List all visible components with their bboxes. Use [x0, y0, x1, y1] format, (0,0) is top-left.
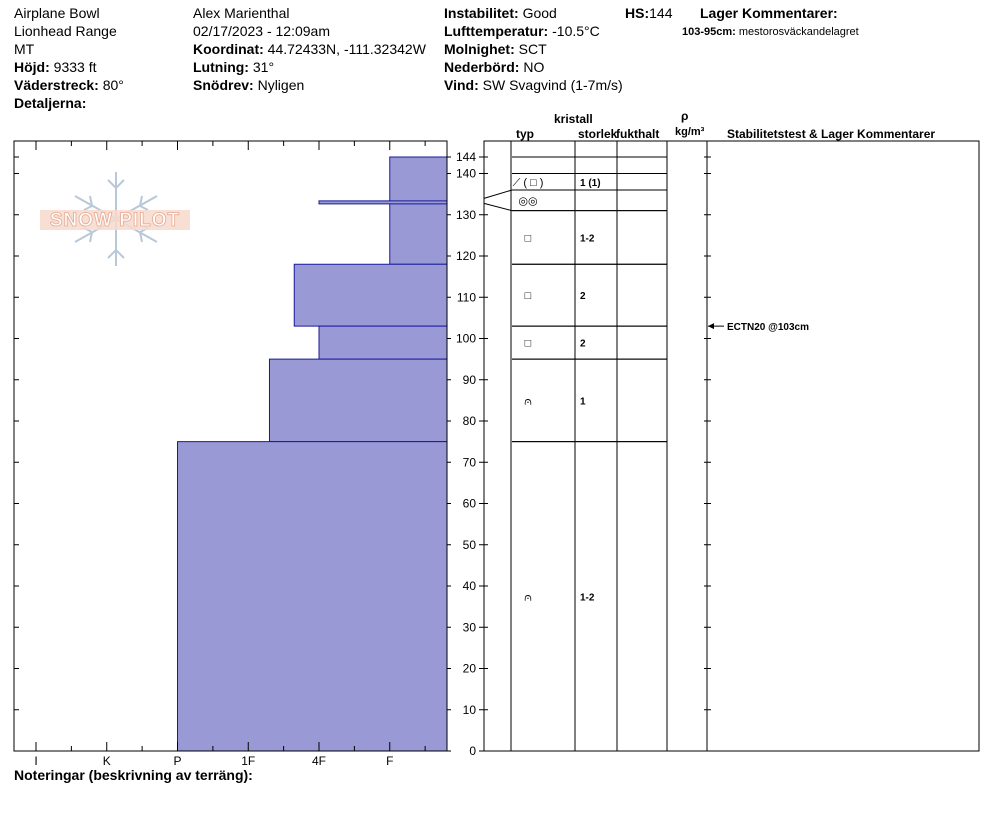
- table-frame: [484, 141, 979, 751]
- snowpilot-logo: [40, 172, 190, 266]
- grain-size-1: 1 (1): [580, 177, 601, 189]
- coord-label: Koordinat:: [193, 41, 264, 57]
- logo-text: SNOW PILOT: [49, 210, 181, 231]
- height-label-80: 80: [462, 414, 476, 428]
- hardness-label-P: P: [173, 754, 182, 768]
- layer-comment-range: 103-95cm:: [682, 26, 736, 38]
- precip-value: NO: [523, 59, 545, 75]
- location-name: Airplane Bowl: [14, 5, 100, 21]
- height-label-90: 90: [462, 372, 476, 387]
- hardness-label-I: I: [34, 754, 38, 768]
- coord-value: 44.72433N, -111.32342W: [267, 41, 426, 57]
- grain-size-7: 1-2: [580, 592, 595, 604]
- rho-header: ρ: [681, 109, 689, 123]
- details-label: Detaljerna:: [14, 95, 87, 111]
- grain-type-5: □: [524, 337, 532, 350]
- stability-value: Good: [522, 5, 557, 21]
- grain-type-2: ◎◎: [518, 195, 538, 208]
- type-header: typ: [516, 127, 534, 141]
- height-label-20: 20: [462, 661, 476, 676]
- grain-type-1: ⟋ ( □ ): [512, 176, 544, 189]
- connector-b: [484, 203, 512, 210]
- height-label-50: 50: [462, 537, 476, 552]
- state-name: MT: [14, 41, 35, 57]
- hardness-label-4F: 4F: [311, 754, 327, 768]
- test-arrow-head-0: [708, 323, 714, 329]
- height-label-140: 140: [455, 166, 476, 181]
- grain-size-6: 1: [580, 396, 586, 408]
- test-label-0: ECTN20 @103cm: [727, 322, 810, 334]
- stability-label: Instabilitet:: [444, 5, 519, 21]
- size-header: storlek: [578, 127, 618, 141]
- slope-label: Lutning:: [193, 59, 249, 75]
- sky-label: Molnighet:: [444, 41, 515, 57]
- grain-type-4: □: [524, 290, 532, 303]
- stability-tests: [708, 322, 809, 333]
- precip-label: Nederbörd:: [444, 59, 520, 75]
- connector-a: [484, 190, 512, 198]
- grain-size-4: 2: [580, 291, 586, 303]
- height-label-100: 100: [455, 331, 476, 346]
- height-label-120: 120: [455, 249, 476, 263]
- sky-value: SCT: [518, 41, 547, 57]
- height-label-40: 40: [462, 579, 476, 593]
- grain-type-3: □: [524, 232, 532, 245]
- height-label-110: 110: [456, 290, 476, 305]
- notes-label: Noteringar (beskrivning av terräng):: [14, 767, 253, 783]
- hardness-label-K: K: [102, 754, 111, 768]
- airtemp-label: Lufttemperatur:: [444, 23, 549, 39]
- slope-value: 31°: [252, 59, 275, 75]
- hardness-label-F: F: [386, 754, 394, 768]
- hardness-layer-3: [269, 359, 447, 442]
- hardness-layer-4: [178, 442, 447, 751]
- wind-value: SW Svagvind (1-7m/s): [482, 77, 623, 93]
- crystal-header: kristall: [554, 112, 593, 126]
- drift-label: Snödrev:: [193, 77, 254, 93]
- height-label-60: 60: [462, 496, 476, 511]
- moisture-header: fukthalt: [616, 127, 660, 141]
- grain-size-5: 2: [580, 338, 586, 350]
- table-grid: [14, 141, 979, 751]
- wind-label: Vind:: [444, 77, 479, 93]
- hs-label: HS:: [625, 5, 650, 21]
- drift-value: Nyligen: [257, 77, 305, 93]
- layer-comments-title: Lager Kommentarer:: [700, 5, 838, 21]
- height-label-10: 10: [462, 702, 476, 717]
- layer-comment-text: mestorosväckandelagret: [738, 26, 859, 38]
- aspect-label: Väderstreck:: [14, 77, 99, 93]
- height-label-144: 144: [455, 150, 476, 164]
- grain-size-3: 1-2: [580, 233, 595, 245]
- airtemp-value: -10.5°C: [552, 23, 600, 39]
- grain-type-6: ⩀: [524, 395, 532, 408]
- stability-header: Stabilitetstest & Lager Kommentarer: [727, 127, 936, 141]
- hardness-layers: [178, 157, 447, 751]
- height-label-0: 0: [469, 744, 476, 758]
- height-label-70: 70: [462, 455, 476, 470]
- elevation-value: 9333 ft: [53, 59, 97, 75]
- aspect-value: 80°: [102, 77, 124, 93]
- hs-value: 144: [649, 5, 673, 21]
- range-name: Lionhead Range: [14, 23, 117, 39]
- observer-name: Alex Marienthal: [193, 5, 290, 21]
- thin-layer: [319, 201, 447, 204]
- height-label-130: 130: [455, 207, 476, 222]
- hardness-layer-1: [294, 264, 447, 326]
- hardness-layer-2: [319, 326, 447, 359]
- hardness-label-1F: 1F: [241, 754, 256, 768]
- density-unit-header: kg/m³: [675, 126, 705, 138]
- grain-type-7: ⩀: [524, 591, 532, 604]
- height-label-30: 30: [462, 620, 476, 635]
- elevation-label: Höjd:: [14, 59, 50, 75]
- observation-datetime: 02/17/2023 - 12:09am: [193, 23, 330, 39]
- hardness-layer-0: [390, 157, 447, 264]
